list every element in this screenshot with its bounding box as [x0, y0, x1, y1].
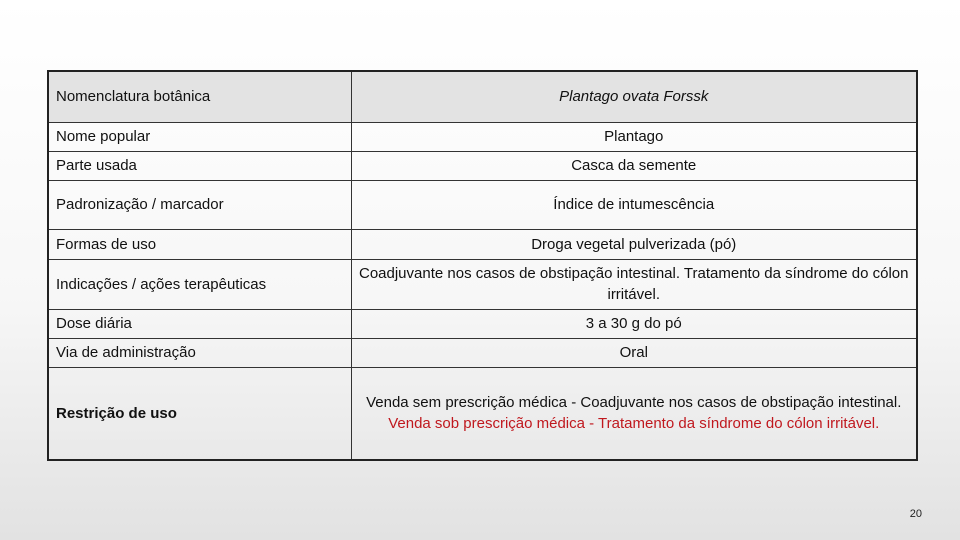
table-row-indications: [48, 259, 917, 309]
row-value: Oral: [351, 338, 917, 367]
table-row-administration: [48, 338, 917, 367]
table-row-popular-name: [48, 122, 917, 151]
row-label: Via de administração: [48, 338, 351, 367]
page-number: 20: [909, 508, 922, 520]
row-label: Formas de uso: [48, 229, 351, 259]
row-value: [351, 367, 917, 460]
row-label: Padronização / marcador: [48, 180, 351, 229]
table-row-standardization: [48, 180, 917, 229]
row-value: Índice de intumescência: [351, 180, 917, 229]
row-value: Plantago ovata Forssk: [351, 71, 917, 122]
row-label: Nome popular: [48, 122, 351, 151]
row-label: Parte usada: [48, 151, 351, 180]
row-label: Nomenclatura botânica: [48, 71, 351, 122]
table-row-restriction: [48, 367, 917, 460]
row-label: Dose diária: [48, 309, 351, 338]
restriction-otc-text: Venda sem prescrição médica - Coadjuvante nos casos de obstipação intestinal.: [366, 394, 902, 412]
table-row-part-used: [48, 151, 917, 180]
row-value: Plantago: [351, 122, 917, 151]
row-value: Droga vegetal pulverizada (pó): [351, 229, 917, 259]
plant-monograph-table: [47, 70, 918, 461]
restriction-prescription-text: Venda sob prescrição médica - Tratamento da síndrome do cólon irritável.: [388, 415, 880, 433]
row-label: Indicações / ações terapêuticas: [48, 259, 351, 309]
table-row-nomenclature: [48, 71, 917, 122]
table-row-daily-dose: [48, 309, 917, 338]
row-label: Restrição de uso: [48, 367, 351, 460]
table-row-forms-of-use: [48, 229, 917, 259]
row-value: Coadjuvante nos casos de obstipação intestinal. Tratamento da síndrome do cólon irritável.: [351, 259, 917, 309]
row-value: Casca da semente: [351, 151, 917, 180]
row-value: 3 a 30 g do pó: [351, 309, 917, 338]
